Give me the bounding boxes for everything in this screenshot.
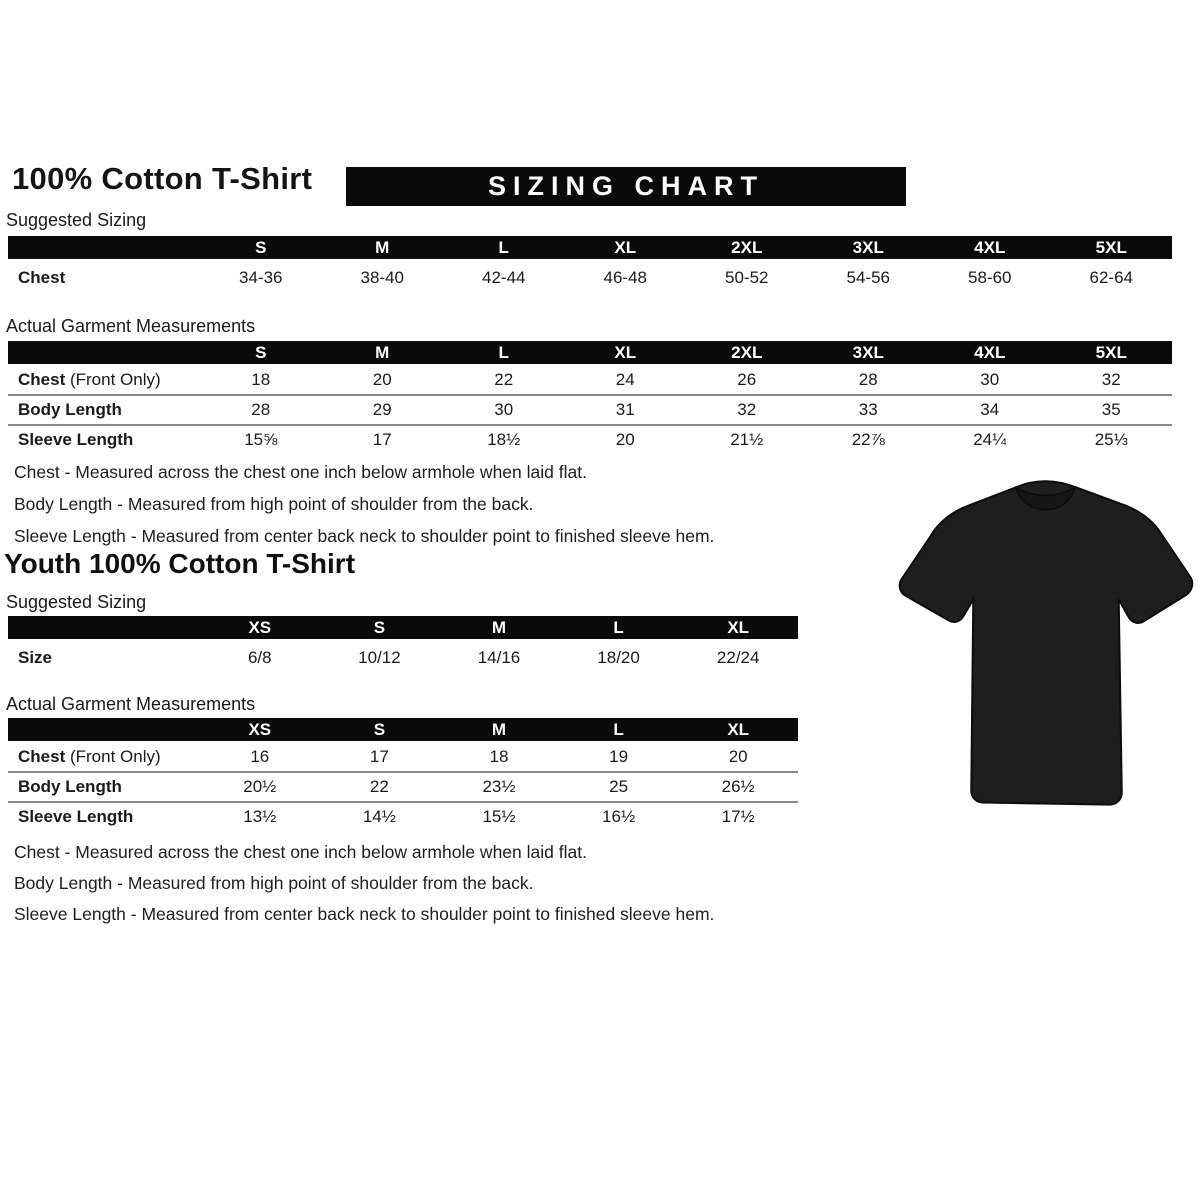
- row-label-header: [8, 616, 200, 640]
- sizing-chart-banner: [346, 167, 906, 206]
- row-label: Body Length: [8, 772, 200, 802]
- row-label: Chest: [8, 260, 200, 295]
- adult-suggested-sizing-label: Suggested Sizing: [6, 210, 147, 230]
- measurement-cell: 20½: [200, 772, 320, 802]
- table-row: [8, 802, 798, 831]
- table-row: [8, 425, 1172, 454]
- row-label: Chest (Front Only): [8, 365, 200, 395]
- measurement-cell: 54-56: [808, 260, 930, 295]
- size-column-header: L: [559, 718, 679, 742]
- size-column-header: 5XL: [1051, 341, 1173, 365]
- size-column-header: S: [320, 718, 440, 742]
- measurement-cell: 20: [322, 365, 444, 395]
- size-column-header: 2XL: [686, 341, 808, 365]
- size-column-header: XL: [678, 616, 798, 640]
- row-label-header: [8, 341, 200, 365]
- size-column-header: M: [322, 236, 444, 260]
- youth-garment-measurements-table: [8, 718, 798, 831]
- measurement-note: Body Length - Measured from high point of shoulder from the back.: [14, 494, 534, 514]
- measurement-cell: 26: [686, 365, 808, 395]
- size-column-header: XL: [678, 718, 798, 742]
- youth-suggested-sizing-label: Suggested Sizing: [6, 592, 147, 612]
- row-label: Chest (Front Only): [8, 742, 200, 772]
- measurement-cell: 29: [322, 395, 444, 425]
- measurement-cell: 19: [559, 742, 679, 772]
- youth-measurement-notes: [14, 842, 714, 935]
- measurement-cell: 15⅝: [200, 425, 322, 454]
- measurement-note: Chest - Measured across the chest one inch below armhole when laid flat.: [14, 842, 587, 862]
- measurement-cell: 24: [565, 365, 687, 395]
- measurement-cell: 62-64: [1051, 260, 1173, 295]
- row-label: Sleeve Length: [8, 802, 200, 831]
- measurement-cell: 31: [565, 395, 687, 425]
- measurement-cell: 25: [559, 772, 679, 802]
- measurement-cell: 42-44: [443, 260, 565, 295]
- size-column-header: M: [439, 616, 559, 640]
- size-column-header: S: [200, 236, 322, 260]
- measurement-cell: 30: [443, 395, 565, 425]
- measurement-cell: 16½: [559, 802, 679, 831]
- table-row: [8, 640, 798, 675]
- row-label: Size: [8, 640, 200, 675]
- measurement-cell: 50-52: [686, 260, 808, 295]
- measurement-cell: 58-60: [929, 260, 1051, 295]
- size-column-header: S: [200, 341, 322, 365]
- table-header-row: [8, 341, 1172, 365]
- measurement-cell: 22: [443, 365, 565, 395]
- measurement-note: Chest - Measured across the chest one inch below armhole when laid flat.: [14, 462, 587, 482]
- measurement-cell: 18: [200, 365, 322, 395]
- measurement-cell: 34-36: [200, 260, 322, 295]
- measurement-cell: 33: [808, 395, 930, 425]
- measurement-cell: 46-48: [565, 260, 687, 295]
- tshirt-silhouette: [893, 474, 1198, 822]
- measurement-cell: 34: [929, 395, 1051, 425]
- adult-measurement-notes: [14, 462, 714, 558]
- table-row: [8, 395, 1172, 425]
- measurement-cell: 18/20: [559, 640, 679, 675]
- measurement-cell: 23½: [439, 772, 559, 802]
- measurement-cell: 14/16: [439, 640, 559, 675]
- measurement-cell: 38-40: [322, 260, 444, 295]
- row-label-header: [8, 718, 200, 742]
- row-label: Sleeve Length: [8, 425, 200, 454]
- measurement-cell: 15½: [439, 802, 559, 831]
- measurement-cell: 26½: [678, 772, 798, 802]
- size-column-header: XL: [565, 341, 687, 365]
- size-column-header: 5XL: [1051, 236, 1173, 260]
- size-column-header: 3XL: [808, 236, 930, 260]
- size-column-header: 2XL: [686, 236, 808, 260]
- measurement-cell: 17: [320, 742, 440, 772]
- measurement-note: Sleeve Length - Measured from center back neck to shoulder point to finished sleeve hem.: [14, 526, 715, 546]
- size-column-header: S: [320, 616, 440, 640]
- size-column-header: XS: [200, 616, 320, 640]
- table-header-row: [8, 718, 798, 742]
- measurement-cell: 6/8: [200, 640, 320, 675]
- size-column-header: 3XL: [808, 341, 930, 365]
- row-label-header: [8, 236, 200, 260]
- size-column-header: L: [559, 616, 679, 640]
- table-header-row: [8, 616, 798, 640]
- table-row: [8, 772, 798, 802]
- table-row: [8, 742, 798, 772]
- measurement-cell: 18½: [443, 425, 565, 454]
- size-column-header: M: [439, 718, 559, 742]
- size-column-header: 4XL: [929, 236, 1051, 260]
- page-title: 100% Cotton T-Shirt: [12, 161, 313, 196]
- measurement-note: Body Length - Measured from high point of shoulder from the back.: [14, 873, 534, 893]
- tshirt-product-image: [893, 474, 1198, 822]
- size-column-header: XS: [200, 718, 320, 742]
- measurement-cell: 14½: [320, 802, 440, 831]
- size-column-header: M: [322, 341, 444, 365]
- adult-garment-measurements-label: Actual Garment Measurements: [6, 316, 256, 336]
- row-label: Body Length: [8, 395, 200, 425]
- measurement-cell: 32: [1051, 365, 1173, 395]
- measurement-cell: 22⅞: [808, 425, 930, 454]
- measurement-cell: 17½: [678, 802, 798, 831]
- measurement-cell: 18: [439, 742, 559, 772]
- measurement-cell: 20: [678, 742, 798, 772]
- measurement-cell: 13½: [200, 802, 320, 831]
- measurement-cell: 28: [808, 365, 930, 395]
- size-column-header: XL: [565, 236, 687, 260]
- measurement-cell: 28: [200, 395, 322, 425]
- size-column-header: 4XL: [929, 341, 1051, 365]
- size-column-header: L: [443, 236, 565, 260]
- adult-garment-measurements-table: [8, 341, 1172, 454]
- measurement-cell: 35: [1051, 395, 1173, 425]
- youth-title: Youth 100% Cotton T-Shirt: [4, 548, 356, 579]
- measurement-cell: 24¼: [929, 425, 1051, 454]
- measurement-cell: 17: [322, 425, 444, 454]
- measurement-cell: 22: [320, 772, 440, 802]
- table-header-row: [8, 236, 1172, 260]
- table-row: [8, 365, 1172, 395]
- measurement-cell: 10/12: [320, 640, 440, 675]
- size-column-header: L: [443, 341, 565, 365]
- measurement-cell: 20: [565, 425, 687, 454]
- measurement-cell: 21½: [686, 425, 808, 454]
- table-row: [8, 260, 1172, 295]
- measurement-note: Sleeve Length - Measured from center back neck to shoulder point to finished sleeve hem.: [14, 904, 715, 924]
- youth-suggested-sizing-table: [8, 616, 798, 675]
- youth-garment-measurements-label: Actual Garment Measurements: [6, 694, 256, 714]
- measurement-cell: 32: [686, 395, 808, 425]
- measurement-cell: 25⅓: [1051, 425, 1173, 454]
- measurement-cell: 30: [929, 365, 1051, 395]
- adult-suggested-sizing-table: [8, 236, 1172, 295]
- measurement-cell: 22/24: [678, 640, 798, 675]
- sizing-chart-banner-label: SIZING CHART: [488, 171, 764, 201]
- measurement-cell: 16: [200, 742, 320, 772]
